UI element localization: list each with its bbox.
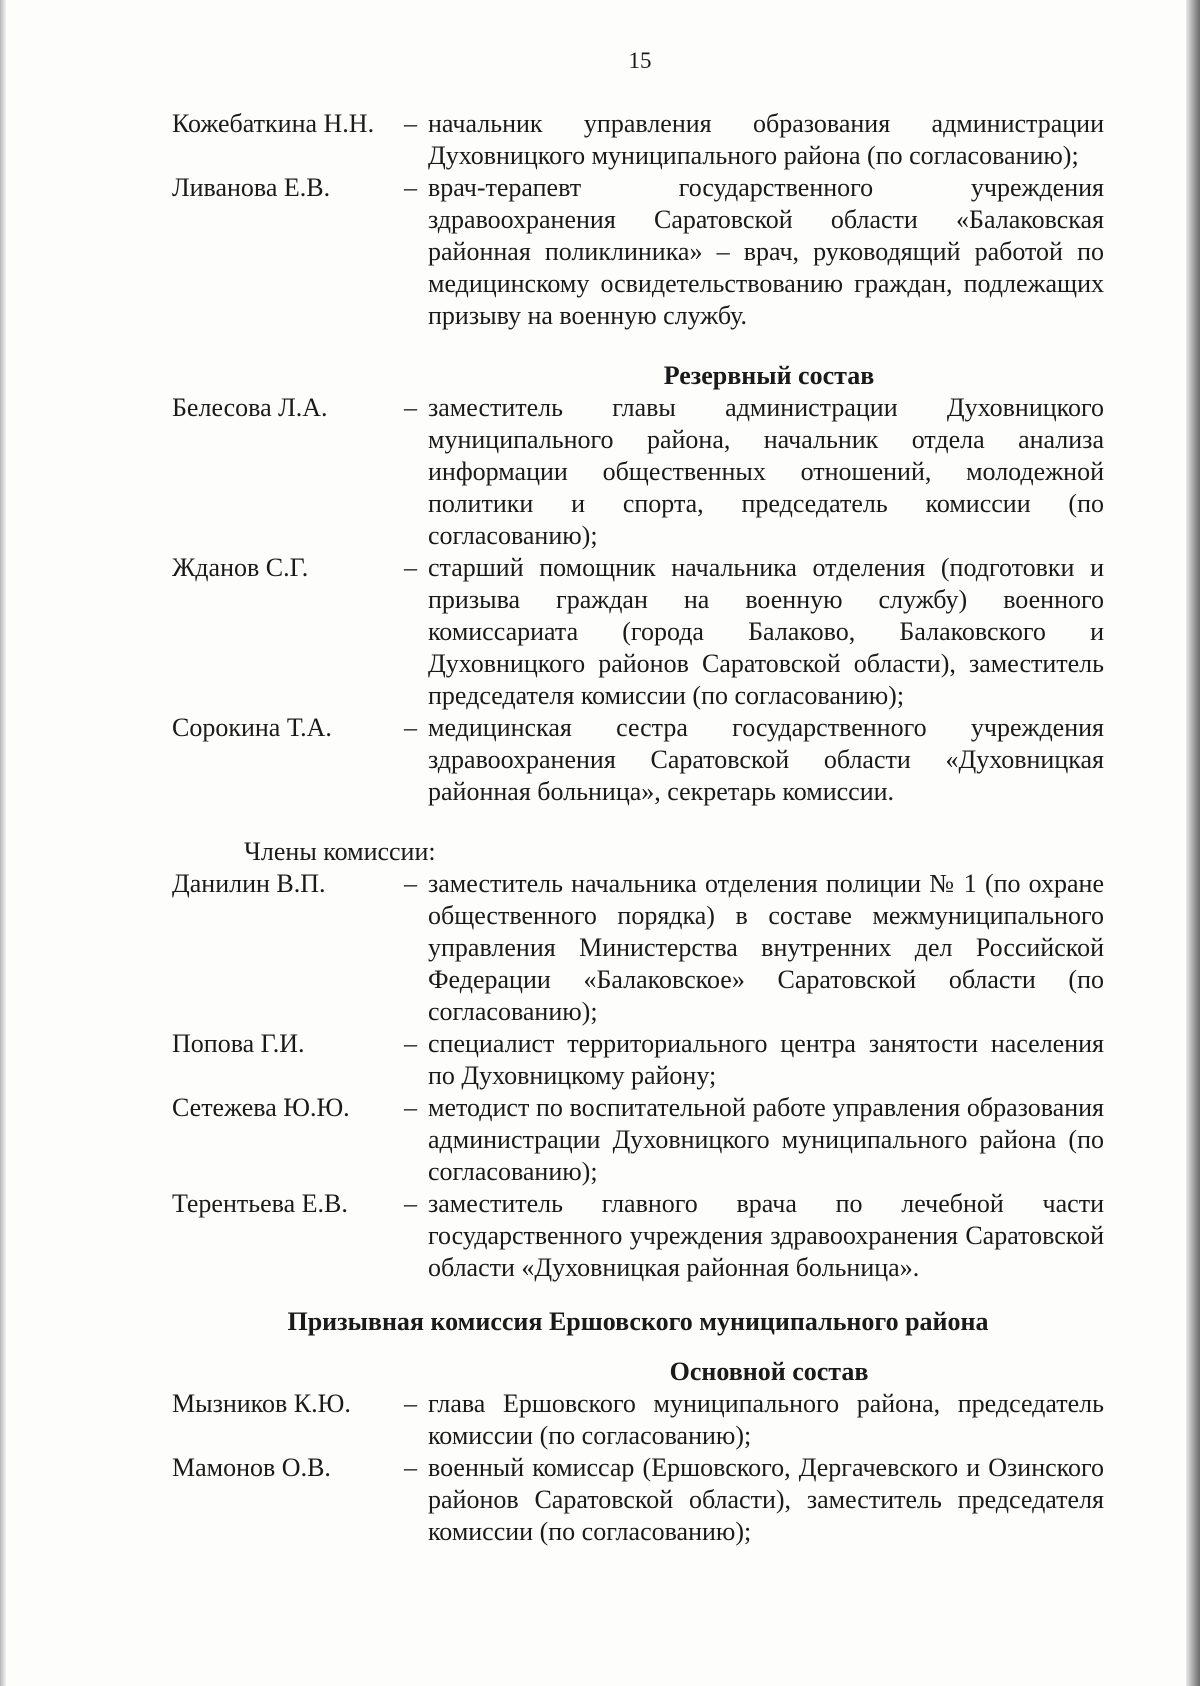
scan-edge-right xyxy=(1186,0,1200,1686)
list-item xyxy=(172,1188,1104,1284)
list-item xyxy=(172,552,1104,712)
member-name: Терентьева Е.В. xyxy=(172,1189,348,1218)
list-item xyxy=(172,1452,1104,1548)
member-position: военный комиссар (Ершовского, Дергачевского и Озинского районов Саратовской области), заместитель председателя комиссии (по согласованию); xyxy=(428,1453,1104,1546)
member-position: заместитель главного врача по лечебной части государственного учреждения здравоохранения Саратовской области «Духовницкая районная больница». xyxy=(428,1189,1104,1282)
list-item xyxy=(172,1028,1104,1092)
list-item xyxy=(172,108,1104,172)
list-item xyxy=(172,172,1104,332)
dash: – xyxy=(404,713,417,742)
dash: – xyxy=(404,1389,417,1418)
dash: – xyxy=(404,109,417,138)
member-name: Белесова Л.А. xyxy=(172,393,328,422)
member-name: Ливанова Е.В. xyxy=(172,173,331,202)
member-position: врач-терапевт государственного учреждения здравоохранения Саратовской области «Балаковская районная поликлиника» – врач, руководящий работой по медицинскому освидетельствованию граждан, подлежащих призыву на военную службу. xyxy=(428,173,1104,330)
member-name: Сетежева Ю.Ю. xyxy=(172,1093,350,1122)
dash: – xyxy=(404,1029,417,1058)
list-item xyxy=(172,868,1104,1028)
list-item xyxy=(172,1388,1104,1452)
dash: – xyxy=(404,1453,417,1482)
member-name: Мызников К.Ю. xyxy=(172,1389,351,1418)
member-position: медицинская сестра государственного учреждения здравоохранения Саратовской области «Духовницкая районная больница», секретарь комиссии. xyxy=(428,713,1104,806)
list-item xyxy=(172,712,1104,808)
document-content xyxy=(172,108,1104,1548)
member-name: Попова Г.И. xyxy=(172,1029,305,1058)
member-name: Жданов С.Г. xyxy=(172,553,309,582)
list-item xyxy=(172,1092,1104,1188)
dash: – xyxy=(404,553,417,582)
dash: – xyxy=(404,1189,417,1218)
dash: – xyxy=(404,1093,417,1122)
members-label: Члены комиссии: xyxy=(244,837,436,866)
dash: – xyxy=(404,869,417,898)
member-position: заместитель главы администрации Духовницкого муниципального района, начальник отдела анализа информации общественных отношений, молодежной политики и спорта, председатель комиссии (по согласованию); xyxy=(428,393,1104,550)
member-position: заместитель начальника отделения полиции № 1 (по охране общественного порядка) в составе межмуниципального управления Министерства внутренних дел Российской Федерации «Балаковское» Саратовской области (по согласованию); xyxy=(428,869,1104,1026)
page-number: 15 xyxy=(628,48,652,73)
dash: – xyxy=(404,173,417,202)
section-heading-reserve: Резервный состав xyxy=(663,361,875,390)
member-position: глава Ершовского муниципального района, председатель комиссии (по согласованию); xyxy=(428,1389,1104,1450)
section-heading-main: Основной состав xyxy=(669,1357,869,1386)
dash: – xyxy=(404,393,417,422)
member-name: Кожебаткина Н.Н. xyxy=(172,109,375,138)
scan-edge-left xyxy=(0,0,6,1686)
member-name: Сорокина Т.А. xyxy=(172,713,332,742)
member-position: начальник управления образования администрации Духовницкого муниципального района (по согласованию); xyxy=(428,109,1104,170)
list-item xyxy=(172,392,1104,552)
commission-heading: Призывная комиссия Ершовского муниципального района xyxy=(287,1307,989,1336)
member-name: Данилин В.П. xyxy=(172,869,326,898)
member-position: старший помощник начальника отделения (подготовки и призыва граждан на военную службу) военного комиссариата (города Балаково, Балаковского и Духовницкого районов Саратовской области), заместитель председателя комиссии (по согласованию); xyxy=(428,553,1104,710)
member-name: Мамонов О.В. xyxy=(172,1453,331,1482)
member-position: специалист территориального центра занятости населения по Духовницкому району; xyxy=(428,1029,1104,1090)
member-position: методист по воспитательной работе управления образования администрации Духовницкого муниципального района (по согласованию); xyxy=(428,1093,1104,1186)
